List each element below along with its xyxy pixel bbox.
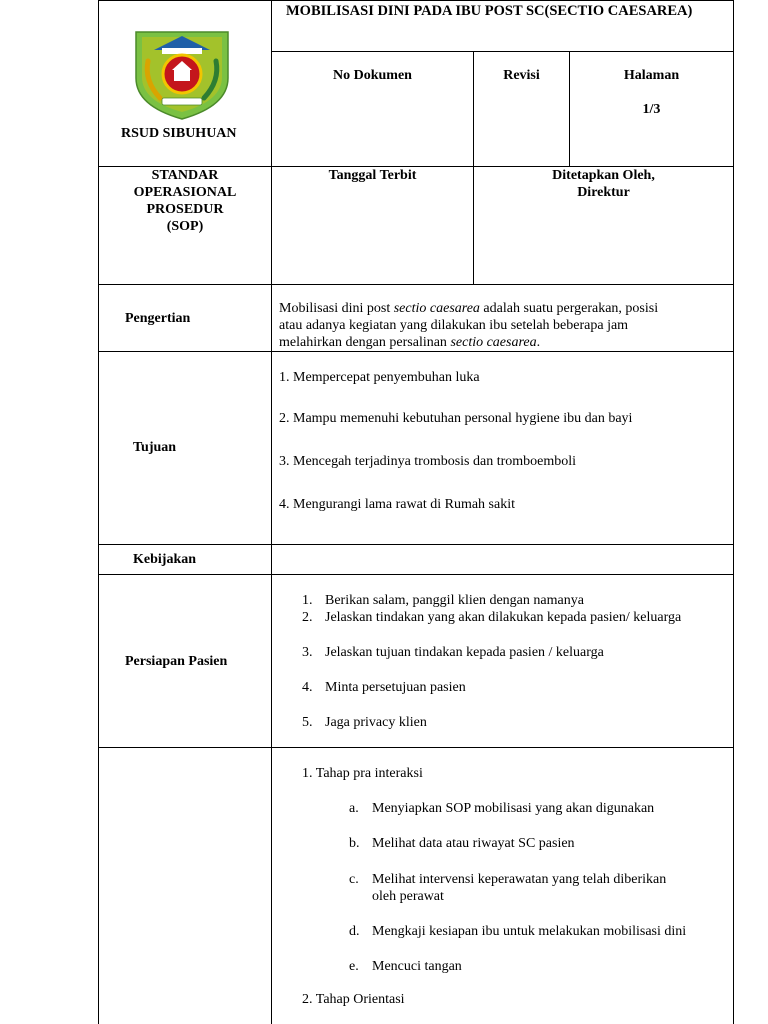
- page-value: 1/3: [642, 102, 661, 117]
- approved-by-label: Ditetapkan Oleh,: [552, 168, 655, 183]
- pengertian-line-1: Mobilisasi dini post sectio caesarea adalah suatu pergerakan, posisi: [279, 301, 659, 316]
- stage-orientasi: 2. Tahap Orientasi: [302, 992, 405, 1007]
- approved-by-role: Direktur: [577, 185, 630, 200]
- pengertian-label: Pengertian: [125, 311, 191, 326]
- tujuan-item: 1. Mempercepat penyembuhan luka: [279, 370, 480, 385]
- pengertian-line-2: atau adanya kegiatan yang dilakukan ibu setelah beberapa jam: [279, 318, 629, 333]
- pengertian-line-3: melahirkan dengan persalinan sectio caesarea.: [279, 335, 541, 350]
- page-label: Halaman: [623, 68, 680, 83]
- revision-label: Revisi: [503, 68, 540, 83]
- kebijakan-label: Kebijakan: [133, 552, 197, 567]
- hospital-name: RSUD SIBUHUAN: [121, 126, 237, 141]
- doc-number-label: No Dokumen: [333, 68, 412, 83]
- sop-title: STANDAR OPERASIONAL PROSEDUR (SOP): [133, 168, 237, 234]
- hospital-logo: [132, 26, 232, 122]
- persiapan-label: Persiapan Pasien: [125, 654, 228, 669]
- tujuan-item: 2. Mampu memenuhi kebutuhan personal hygiene ibu dan bayi: [279, 411, 633, 426]
- tujuan-label: Tujuan: [133, 440, 177, 455]
- stage-pra-interaksi: 1. Tahap pra interaksi: [302, 766, 423, 781]
- document-title: MOBILISASI DINI PADA IBU POST SC(SECTIO CAESAREA): [286, 3, 693, 19]
- tujuan-item: 4. Mengurangi lama rawat di Rumah sakit: [279, 497, 515, 512]
- issue-date-label: Tanggal Terbit: [328, 168, 417, 183]
- tujuan-item: 3. Mencegah terjadinya trombosis dan tromboemboli: [279, 454, 577, 469]
